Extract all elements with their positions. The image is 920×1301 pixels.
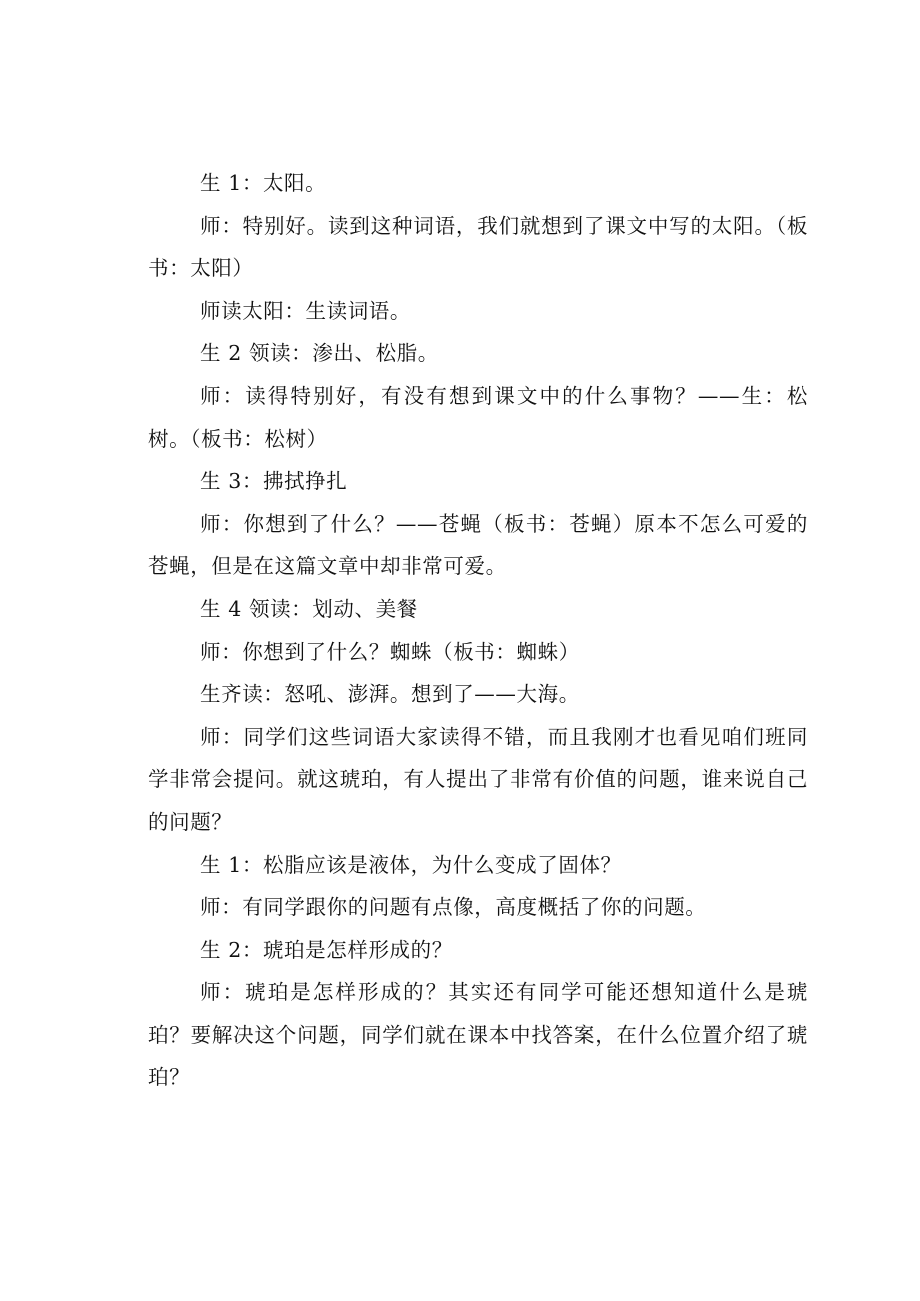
paragraph: 生 4 领读：划动、美餐	[200, 596, 418, 621]
paragraph: 师读太阳：生读词语。	[200, 298, 411, 323]
paragraph: 师：你想到了什么？蜘蛛（板书：蜘蛛）	[200, 639, 580, 664]
paragraph: 生 1：松脂应该是液体，为什么变成了固体？	[200, 852, 622, 877]
paragraph: 生 2 领读：渗出、松脂。	[200, 341, 439, 366]
paragraph: 生齐读：怒吼、澎湃。想到了——大海。	[200, 682, 580, 707]
paragraph: 生 1：太阳。	[200, 171, 327, 195]
paragraph: 师：有同学跟你的问题有点像，高度概括了你的问题。	[200, 895, 707, 920]
paragraph: 师：特别好。读到这种词语，我们就想到了课文中写的太阳。（板书：太阳）	[148, 213, 808, 281]
paragraph: 师：你想到了什么？——苍蝇（板书：苍蝇）原本不怎么可爱的苍蝇，但是在这篇文章中却非常可爱。	[148, 511, 808, 579]
document-body	[148, 162, 808, 1099]
paragraph: 生 3：拂拭挣扎	[200, 469, 348, 494]
paragraph: 生 2：琥珀是怎样形成的？	[200, 937, 453, 962]
paragraph: 师：读得特别好，有没有想到课文中的什么事物？——生：松树。（板书：松树）	[148, 383, 808, 451]
paragraph: 师：琥珀是怎样形成的？其实还有同学可能还想知道什么是琥珀？要解决这个问题，同学们就在课本中找答案，在什么位置介绍了琥珀？	[148, 980, 808, 1090]
paragraph: 师：同学们这些词语大家读得不错，而且我刚才也看见咱们班同学非常会提问。就这琥珀，有人提出了非常有价值的问题，谁来说自己的问题？	[148, 724, 808, 834]
